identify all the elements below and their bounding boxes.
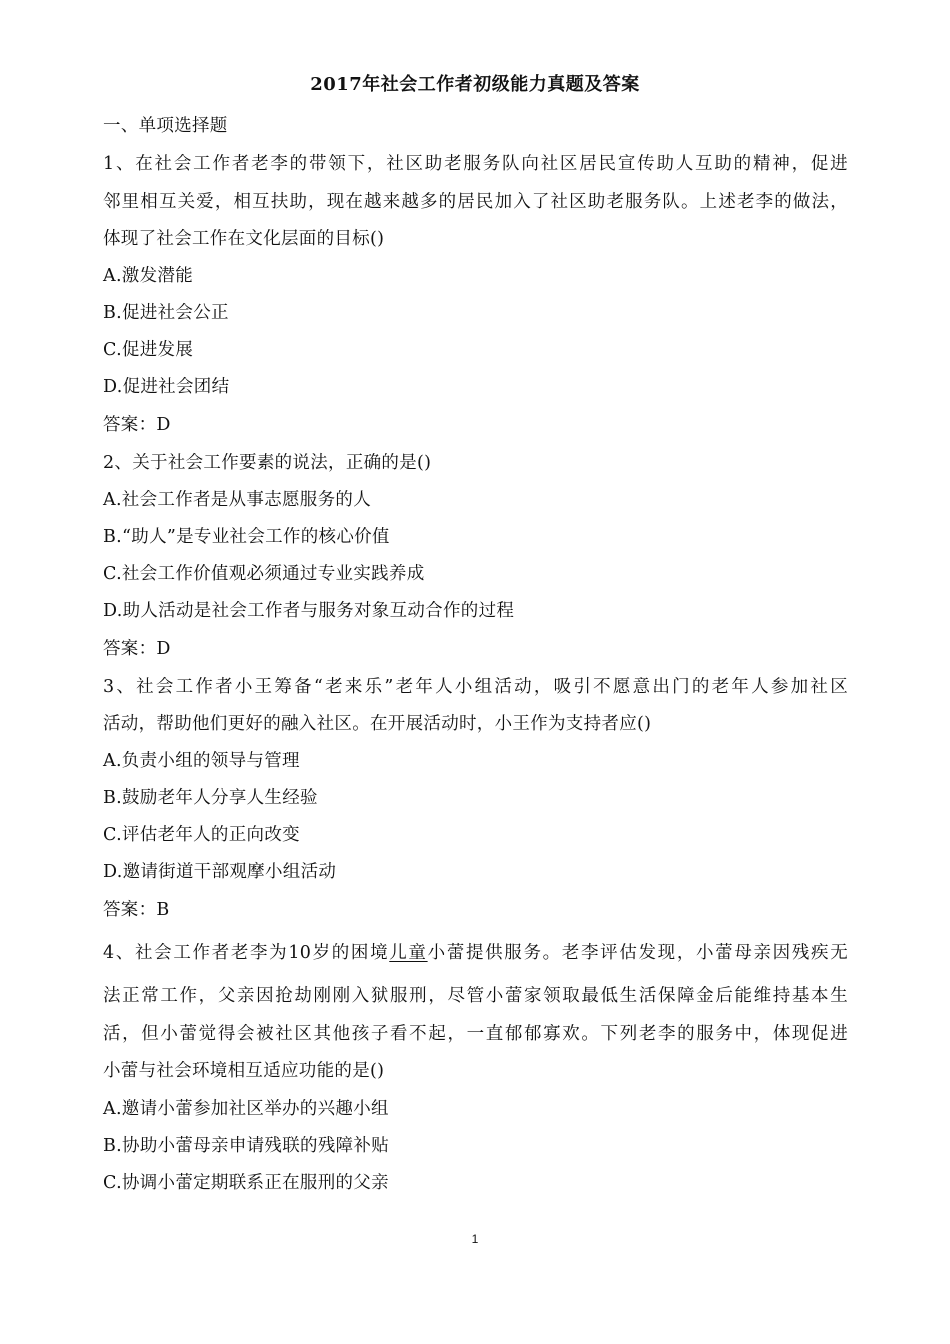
q3-answer: 答案：B [103, 900, 170, 920]
q4-option-a: A.邀请小蕾参加社区举办的兴趣小组 [103, 1099, 389, 1119]
q2-option-b: B.“助人”是专业社会工作的核心价值 [103, 527, 390, 547]
q4-text-line-1 [103, 939, 848, 964]
q3-text-line-1: 3、社会工作者小王筹备“老来乐”老年人小组活动，吸引不愿意出门的老年人参加社区 [103, 677, 848, 697]
q2-option-c: C.社会工作价值观必须通过专业实践养成 [103, 564, 425, 584]
q3-option-d: D.邀请街道干部观摩小组活动 [103, 862, 337, 882]
q1-text-line-1: 1、在社会工作者老李的带领下，社区助老服务队向社区居民宣传助人互助的精神，促进 [103, 154, 848, 174]
q2-option-a: A.社会工作者是从事志愿服务的人 [103, 490, 371, 510]
q3-option-b: B.鼓励老年人分享人生经验 [103, 788, 318, 808]
q4-underlined-term: 儿童 [389, 943, 428, 963]
q2-option-d: D.助人活动是社会工作者与服务对象互动合作的过程 [103, 601, 515, 621]
q3-option-a: A.负责小组的领导与管理 [103, 751, 300, 771]
q1-text-line-3: 体现了社会工作在文化层面的目标() [103, 229, 385, 249]
q4-text-line-3: 活，但小蕾觉得会被社区其他孩子看不起，一直郁郁寡欢。下列老李的服务中，体现促进 [103, 1024, 848, 1044]
q4-text-line-2: 法正常工作，父亲因抢劫刚刚入狱服刑，尽管小蕾家领取最低生活保障金后能维持基本生 [103, 986, 848, 1006]
page-number: 1 [471, 1232, 479, 1246]
q2-text-line-1: 2、关于社会工作要素的说法，正确的是() [103, 453, 432, 473]
page-title: 2017年社会工作者初级能力真题及答案 [310, 74, 640, 95]
q4-line-1-end: 小蕾提供服务。老李评估发现，小蕾母亲因残疾无 [427, 943, 848, 963]
q1-option-a: A.激发潜能 [103, 266, 194, 286]
q1-text-line-2: 邻里相互关爱，相互扶助，现在越来越多的居民加入了社区助老服务队。上述老李的做法， [103, 192, 848, 212]
q1-option-b: B.促进社会公正 [103, 303, 229, 323]
q1-option-c: C.促进发展 [103, 340, 194, 360]
q4-text-line-4: 小蕾与社会环境相互适应功能的是() [103, 1061, 385, 1081]
q3-option-c: C.评估老年人的正向改变 [103, 825, 300, 845]
section-heading: 一、单项选择题 [103, 116, 228, 136]
q1-answer: 答案：D [103, 415, 171, 435]
q3-text-line-2: 活动，帮助他们更好的融入社区。在开展活动时，小王作为支持者应() [103, 714, 652, 734]
q2-answer: 答案：D [103, 639, 171, 659]
q4-option-b: B.协助小蕾母亲申请残联的残障补贴 [103, 1136, 390, 1156]
q1-option-d: D.促进社会团结 [103, 377, 230, 397]
q4-option-c: C.协调小蕾定期联系正在服刑的父亲 [103, 1173, 389, 1193]
q4-line-1-start: 4、社会工作者老李为10岁的困境 [103, 943, 390, 963]
